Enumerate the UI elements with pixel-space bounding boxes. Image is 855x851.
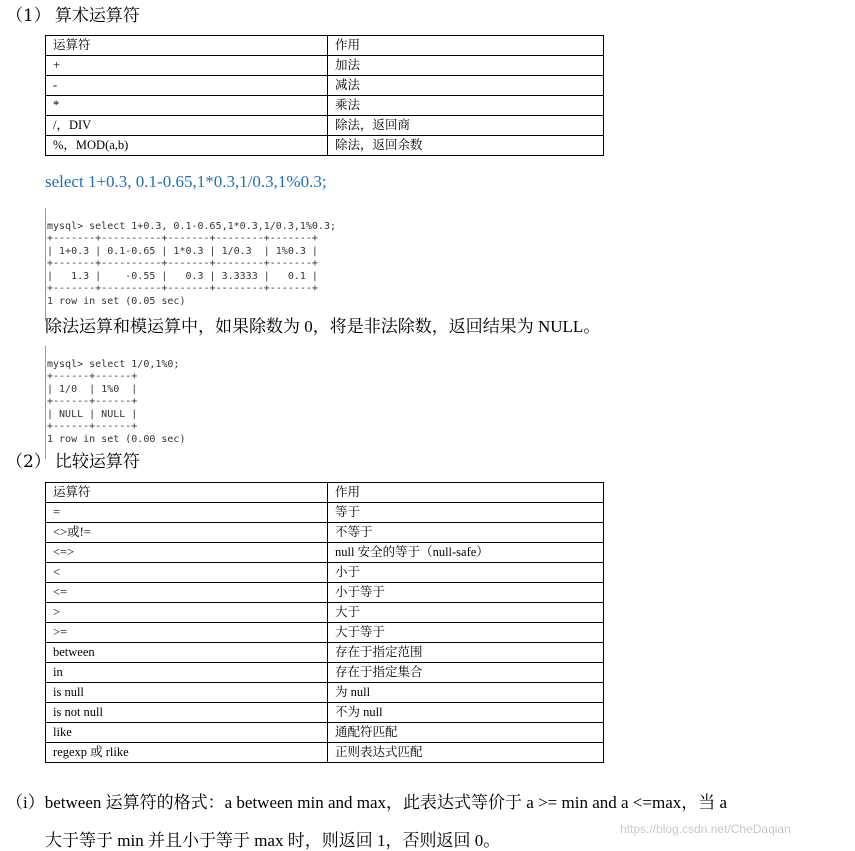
description-cell: 为 null: [328, 683, 604, 703]
operator-cell: /，DIV: [46, 116, 328, 136]
description-cell: 不为 null: [328, 703, 604, 723]
description-cell: 小于: [328, 563, 604, 583]
description-cell: 存在于指定范围: [328, 643, 604, 663]
description-cell: 等于: [328, 503, 604, 523]
operator-cell: <=>: [46, 543, 328, 563]
watermark: https://blog.csdn.net/CheDaqian: [620, 822, 791, 836]
table-row: [46, 723, 604, 743]
console-line: 1 row in set (0.00 sec): [47, 433, 186, 445]
table-row: [46, 96, 604, 116]
section1-heading-num: （1）: [6, 6, 51, 26]
operator-cell: between: [46, 643, 328, 663]
console-line: mysql> select 1/0,1%0;: [47, 358, 180, 370]
table-row: [46, 136, 604, 156]
console-line: +------+------+: [47, 421, 138, 432]
operator-cell: is null: [46, 683, 328, 703]
table-row: [46, 603, 604, 623]
mysql-console-output-1: [45, 208, 377, 321]
table-row: [46, 583, 604, 603]
operator-cell: <=: [46, 583, 328, 603]
operator-cell: is not null: [46, 703, 328, 723]
console-line: 1 row in set (0.05 sec): [47, 295, 186, 307]
description-cell: 大于: [328, 603, 604, 623]
description-cell: 乘法: [328, 96, 604, 116]
description-cell: 减法: [328, 76, 604, 96]
table-row: [46, 56, 604, 76]
operator-cell: =: [46, 503, 328, 523]
table-row: [46, 703, 604, 723]
console-line: | 1+0.3 | 0.1-0.65 | 1*0.3 | 1/0.3 | 1%0.3 |: [47, 245, 318, 257]
section2-heading-num: （2）: [6, 452, 51, 472]
division-note: 除法运算和模运算中，如果除数为 0，将是非法除数，返回结果为 NULL。: [45, 317, 601, 336]
table-row: [46, 683, 604, 703]
description-cell: 除法，返回余数: [328, 136, 604, 156]
section1-heading-text: 算术运算符: [54, 6, 140, 26]
operator-cell: <>或!=: [46, 523, 328, 543]
table-row: [46, 523, 604, 543]
sql-example: select 1+0.3, 0.1-0.65,1*0.3,1/0.3,1%0.3;: [45, 172, 327, 191]
description-cell: 小于等于: [328, 583, 604, 603]
section1-heading: [6, 6, 140, 26]
operator-cell: *: [46, 96, 328, 116]
description-cell: 通配符匹配: [328, 723, 604, 743]
operator-cell: %，MOD(a,b): [46, 136, 328, 156]
console-line: | 1/0 | 1%0 |: [47, 383, 138, 395]
console-line: mysql> select 1+0.3, 0.1-0.65,1*0.3,1/0.3,1%0.3;: [47, 220, 336, 232]
description-cell: 不等于: [328, 523, 604, 543]
description-cell: null 安全的等于（null-safe）: [328, 543, 604, 563]
table-header-cell: 作用: [328, 483, 604, 503]
section2-heading-text: 比较运算符: [54, 452, 140, 472]
description-cell: 正则表达式匹配: [328, 743, 604, 763]
table-row: [46, 76, 604, 96]
description-cell: 除法，返回商: [328, 116, 604, 136]
console-line: +-------+----------+-------+--------+-------+: [47, 283, 318, 294]
table-header-cell: 作用: [328, 36, 604, 56]
table-row: [46, 743, 604, 763]
console-line: +-------+----------+-------+--------+-------+: [47, 233, 318, 244]
table-header-row: [46, 483, 604, 503]
operator-cell: >=: [46, 623, 328, 643]
operator-cell: +: [46, 56, 328, 76]
description-cell: 存在于指定集合: [328, 663, 604, 683]
section2-heading: [6, 452, 140, 472]
table-header-cell: 运算符: [46, 36, 328, 56]
table-row: [46, 543, 604, 563]
table-row: [46, 116, 604, 136]
between-description-line1: （i）between 运算符的格式：a between min and max，此表达式等价于 a >= min and a <=max，当 a: [6, 793, 728, 812]
operator-cell: in: [46, 663, 328, 683]
console-line: +------+------+: [47, 371, 138, 382]
console-line: +-------+----------+-------+--------+-------+: [47, 258, 318, 269]
table-row: [46, 643, 604, 663]
description-cell: 大于等于: [328, 623, 604, 643]
comparison-operators-table: [45, 482, 604, 763]
operator-cell: >: [46, 603, 328, 623]
console-line: | 1.3 | -0.55 | 0.3 | 3.3333 | 0.1 |: [47, 270, 318, 282]
between-description-line2: 大于等于 min 并且小于等于 max 时，则返回 1，否则返回 0。: [45, 831, 501, 850]
operator-cell: -: [46, 76, 328, 96]
operator-cell: like: [46, 723, 328, 743]
mysql-console-output-2: [45, 346, 187, 459]
table-header-cell: 运算符: [46, 483, 328, 503]
arithmetic-operators-table: [45, 35, 604, 156]
table-row: [46, 563, 604, 583]
description-cell: 加法: [328, 56, 604, 76]
table-row: [46, 623, 604, 643]
console-line: +------+------+: [47, 396, 138, 407]
console-line: | NULL | NULL |: [47, 408, 138, 420]
table-row: [46, 663, 604, 683]
operator-cell: regexp 或 rlike: [46, 743, 328, 763]
table-header-row: [46, 36, 604, 56]
operator-cell: <: [46, 563, 328, 583]
table-row: [46, 503, 604, 523]
